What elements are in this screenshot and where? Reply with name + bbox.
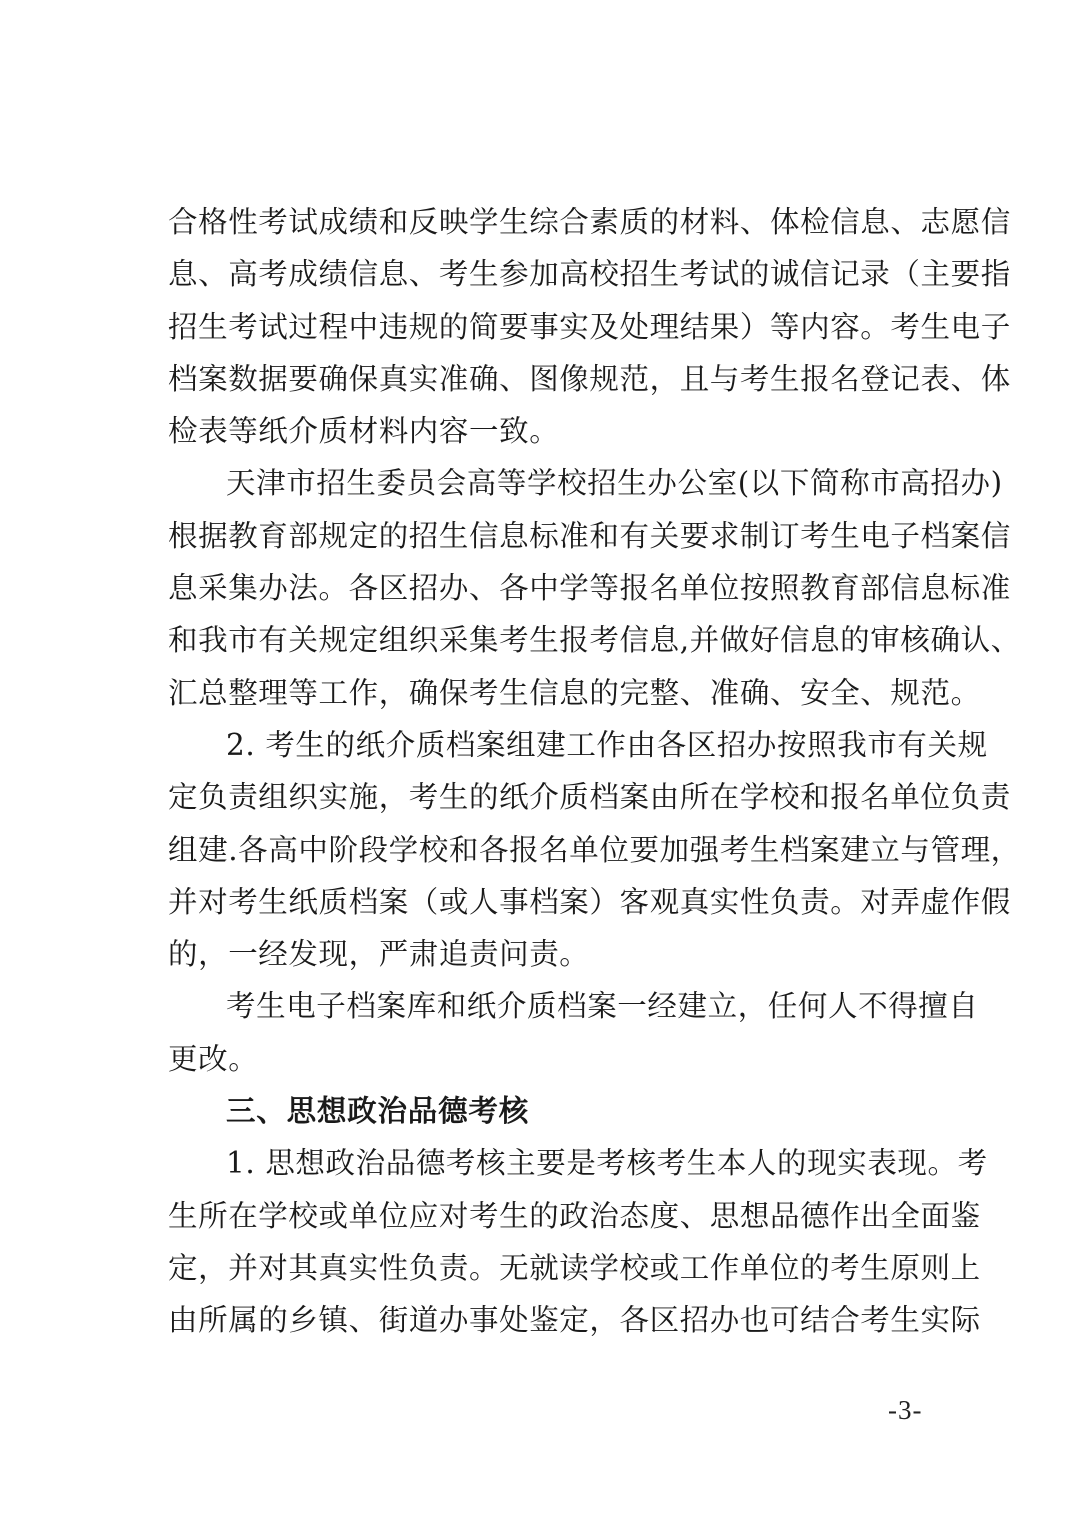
- text-line: 和我市有关规定组织采集考生报考信息,并做好信息的审核确认、: [168, 623, 1021, 658]
- text-line: 由所属的乡镇、街道办事处鉴定，各区招办也可结合考生实际: [168, 1303, 981, 1338]
- text-line: 根据教育部规定的招生信息标准和有关要求制订考生电子档案信: [168, 518, 1011, 553]
- text-line: 定，并对其真实性负责。无就读学校或工作单位的考生原则上: [168, 1250, 981, 1285]
- numbered-item-2-start: 2. 考生的纸介质档案组建工作由各区招办按照我市有关规: [226, 727, 988, 762]
- text-line: 息采集办法。各区招办、各中学等报名单位按照教育部信息标准: [168, 571, 1011, 606]
- text-line: 合格性考试成绩和反映学生综合素质的材料、体检信息、志愿信: [168, 205, 1011, 239]
- page-number: -3-: [888, 1395, 923, 1425]
- text-line: 招生考试过程中违规的简要事实及处理结果）等内容。考生电子: [168, 309, 1011, 344]
- text-line: 定负责组织实施，考生的纸介质档案由所在学校和报名单位负责: [168, 780, 1011, 815]
- text-line: 检表等纸介质材料内容一致。: [168, 414, 560, 449]
- paragraph-start-line: 天津市招生委员会高等学校招生办公室(以下简称市高招办): [226, 466, 1003, 501]
- text-line: 汇总整理等工作，确保考生信息的完整、准确、安全、规范。: [168, 675, 981, 710]
- text-line: 并对考生纸质档案（或人事档案）客观真实性负责。对弄虚作假: [168, 884, 1011, 919]
- paragraph-start-line: 考生电子档案库和纸介质档案一经建立，任何人不得擅自: [226, 989, 979, 1024]
- text-line: 组建.各高中阶段学校和各报名单位要加强考生档案建立与管理，: [168, 832, 1021, 867]
- text-line: 生所在学校或单位应对考生的政治态度、思想品德作出全面鉴: [168, 1198, 981, 1233]
- text-line: 的，一经发现，严肃追责问责。: [168, 937, 590, 972]
- text-line: 档案数据要确保真实准确、图像规范，且与考生报名登记表、体: [168, 361, 1011, 396]
- numbered-item-1-start: 1. 思想政治品德考核主要是考核考生本人的现实表现。考: [226, 1146, 988, 1181]
- section-heading: 三、思想政治品德考核: [226, 1094, 530, 1129]
- text-line: 更改。: [168, 1041, 259, 1076]
- document-page: [168, 196, 1021, 1347]
- text-line: 息、高考成绩信息、考生参加高校招生考试的诚信记录（主要指: [168, 257, 1011, 292]
